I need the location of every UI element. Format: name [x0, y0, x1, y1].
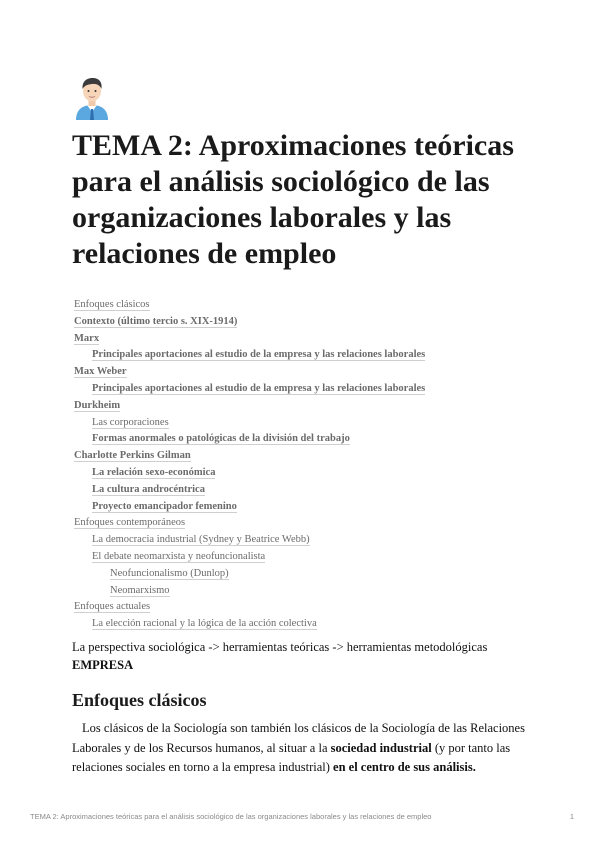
toc-link[interactable]: Formas anormales o patológicas de la división del trabajo	[92, 433, 350, 445]
intro-line: La perspectiva sociológica -> herramientas teóricas -> herramientas metodológicas	[72, 640, 488, 654]
toc-item[interactable]	[74, 431, 534, 448]
toc-link[interactable]: Principales aportaciones al estudio de la empresa y las relaciones laborales	[92, 382, 426, 394]
toc-link[interactable]: Marx	[74, 332, 100, 344]
toc-link[interactable]: Contexto (último tercio s. XIX-1914)	[74, 315, 238, 327]
toc-item[interactable]	[74, 549, 534, 566]
intro-text	[72, 638, 552, 674]
toc-item[interactable]	[74, 297, 534, 314]
page-number: 1	[569, 812, 574, 821]
toc-item[interactable]	[74, 331, 534, 348]
toc-link[interactable]: La cultura androcéntrica	[92, 483, 205, 495]
paragraph-bold-a: sociedad industrial	[330, 740, 432, 755]
toc-link[interactable]: La relación sexo-económica	[92, 466, 216, 478]
man-technologist-icon	[72, 76, 112, 120]
toc-item[interactable]	[74, 364, 534, 381]
toc-item[interactable]	[74, 515, 534, 532]
toc-item[interactable]	[74, 465, 534, 482]
toc-link[interactable]: Principales aportaciones al estudio de la empresa y las relaciones laborales	[92, 349, 426, 361]
page-title: TEMA 2: Aproximaciones teóricas para el análisis sociológico de las organizaciones laborales y las relaciones de empleo	[72, 129, 514, 270]
paragraph-text-b: (y por tanto las relaciones sociales en torno a la empresa industrial)	[72, 740, 511, 774]
page-footer	[30, 812, 574, 821]
toc-link[interactable]: Las corporaciones	[92, 416, 169, 428]
toc-link[interactable]: Durkheim	[74, 399, 121, 411]
table-of-contents	[74, 297, 534, 633]
toc-link[interactable]: Enfoques contemporáneos	[74, 517, 186, 529]
toc-item[interactable]	[74, 499, 534, 516]
toc-link[interactable]: Neomarxismo	[110, 584, 170, 596]
toc-link[interactable]: Max Weber	[74, 366, 127, 378]
footer-title: TEMA 2: Aproximaciones teóricas para el análisis sociológico de las organizaciones laborales y las relaciones de empleo	[30, 812, 432, 821]
toc-link[interactable]: Enfoques clásicos	[74, 299, 150, 310]
toc-link[interactable]: Neofuncionalismo (Dunlop)	[110, 567, 229, 579]
toc-item[interactable]	[74, 415, 534, 432]
intro-keyword: EMPRESA	[72, 658, 134, 672]
toc-item[interactable]	[74, 616, 534, 633]
toc-link[interactable]: El debate neomarxista y neofuncionalista	[92, 550, 266, 562]
toc-item[interactable]	[74, 347, 534, 364]
paragraph-text-a: Los clásicos de la Sociología son también los clásicos de la Sociología de las Relaciones Laborales y de los Recursos humanos, al situar a la	[72, 721, 525, 755]
toc-link[interactable]: Proyecto emancipador femenino	[92, 500, 237, 512]
toc-item[interactable]	[74, 448, 534, 465]
paragraph-bold-b: en el centro de sus análisis.	[333, 760, 476, 774]
toc-link[interactable]: La democracia industrial (Sydney y Beatrice Webb)	[92, 534, 310, 546]
toc-item[interactable]	[74, 583, 534, 600]
toc-item[interactable]	[74, 532, 534, 549]
toc-item[interactable]	[74, 482, 534, 499]
section-heading: Enfoques clásicos	[72, 690, 207, 710]
toc-link[interactable]: Enfoques actuales	[74, 601, 151, 613]
toc-item[interactable]	[74, 566, 534, 583]
toc-link[interactable]: Charlotte Perkins Gilman	[74, 450, 191, 462]
toc-item[interactable]	[74, 314, 534, 331]
toc-item[interactable]	[74, 381, 534, 398]
toc-link[interactable]: La elección racional y la lógica de la acción colectiva	[92, 618, 317, 630]
toc-item[interactable]	[74, 599, 534, 616]
toc-item[interactable]	[74, 398, 534, 415]
section-paragraph	[72, 719, 532, 778]
